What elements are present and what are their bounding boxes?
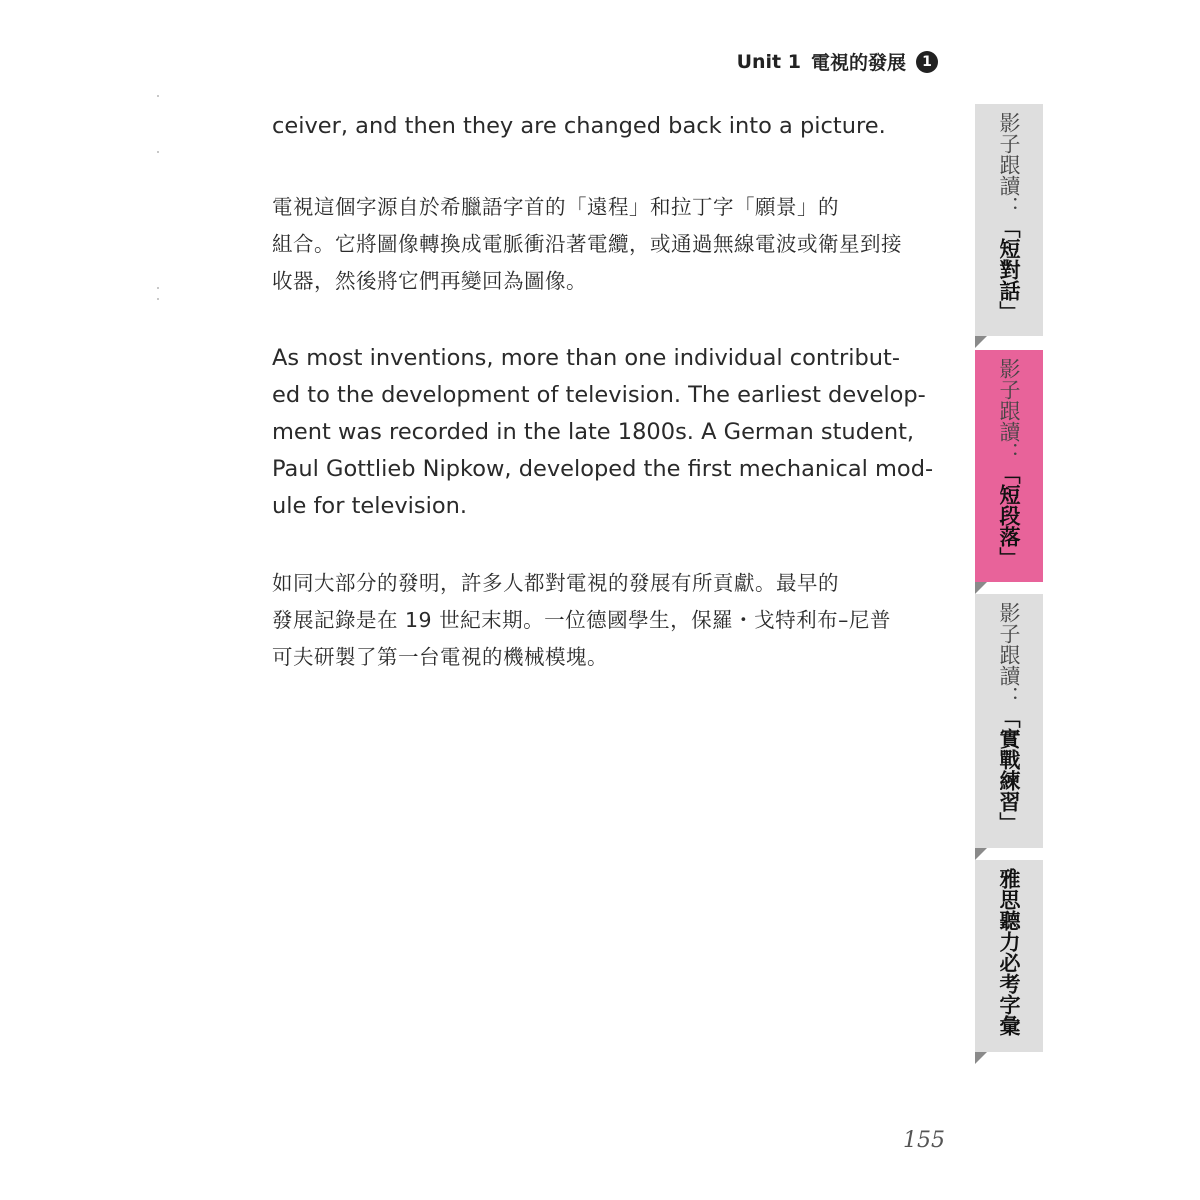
unit-title: 電視的發展	[810, 52, 906, 74]
chinese-paragraph: 電視這個字源自於希臘語字首的「遠程」和拉丁字「願景」的 組合。它將圖像轉換成電脈衝沿著電纜，或通過無線電波或衛星到接 收器，然後將它們再變回為圖像。	[272, 195, 902, 293]
tab-ielts-vocabulary[interactable]	[975, 860, 1043, 1052]
margin-marks	[157, 95, 161, 315]
tab-corner	[975, 848, 987, 860]
english-paragraph: ceiver, and then they are changed back into a picture.	[272, 113, 886, 139]
tab-practice[interactable]	[975, 594, 1043, 848]
body-content	[272, 108, 934, 676]
tab-title: 「短段落」	[997, 463, 1021, 568]
tab-corner	[975, 1052, 987, 1064]
tab-prefix: 影子跟讀：	[997, 358, 1021, 463]
tab-corner	[975, 582, 987, 594]
tab-corner	[975, 336, 987, 348]
tab-prefix: 影子跟讀：	[997, 602, 1021, 707]
tab-title: 「實戰練習」	[997, 707, 1021, 833]
english-paragraph: As most inventions, more than one individual contribut- ed to the development of television. The earliest develop- ment was recorded in the late 1800s. A German student, Paul Gottlieb Nipkow, developed the first mechanical mod- ule for television.	[272, 345, 934, 519]
tab-prefix: 影子跟讀：	[997, 112, 1021, 217]
margin-mark	[157, 287, 159, 289]
section-number-icon: 1	[916, 51, 938, 73]
tab-title: 雅思聽力必考字彙	[997, 868, 1021, 1036]
tab-title: 「短對話」	[997, 217, 1021, 322]
unit-label: Unit 1	[736, 50, 801, 73]
margin-mark	[157, 298, 159, 300]
page-header	[737, 48, 938, 75]
page-number: 155	[903, 1128, 945, 1153]
chinese-paragraph: 如同大部分的發明，許多人都對電視的發展有所貢獻。最早的 發展記錄是在 19 世紀末期。一位德國學生，保羅・戈特利布–尼普 可夫研製了第一台電視的機械模塊。	[272, 571, 891, 669]
tab-short-dialogue[interactable]	[975, 104, 1043, 336]
margin-mark	[157, 151, 159, 153]
margin-mark	[157, 95, 159, 97]
tab-short-paragraph[interactable]	[975, 350, 1043, 582]
